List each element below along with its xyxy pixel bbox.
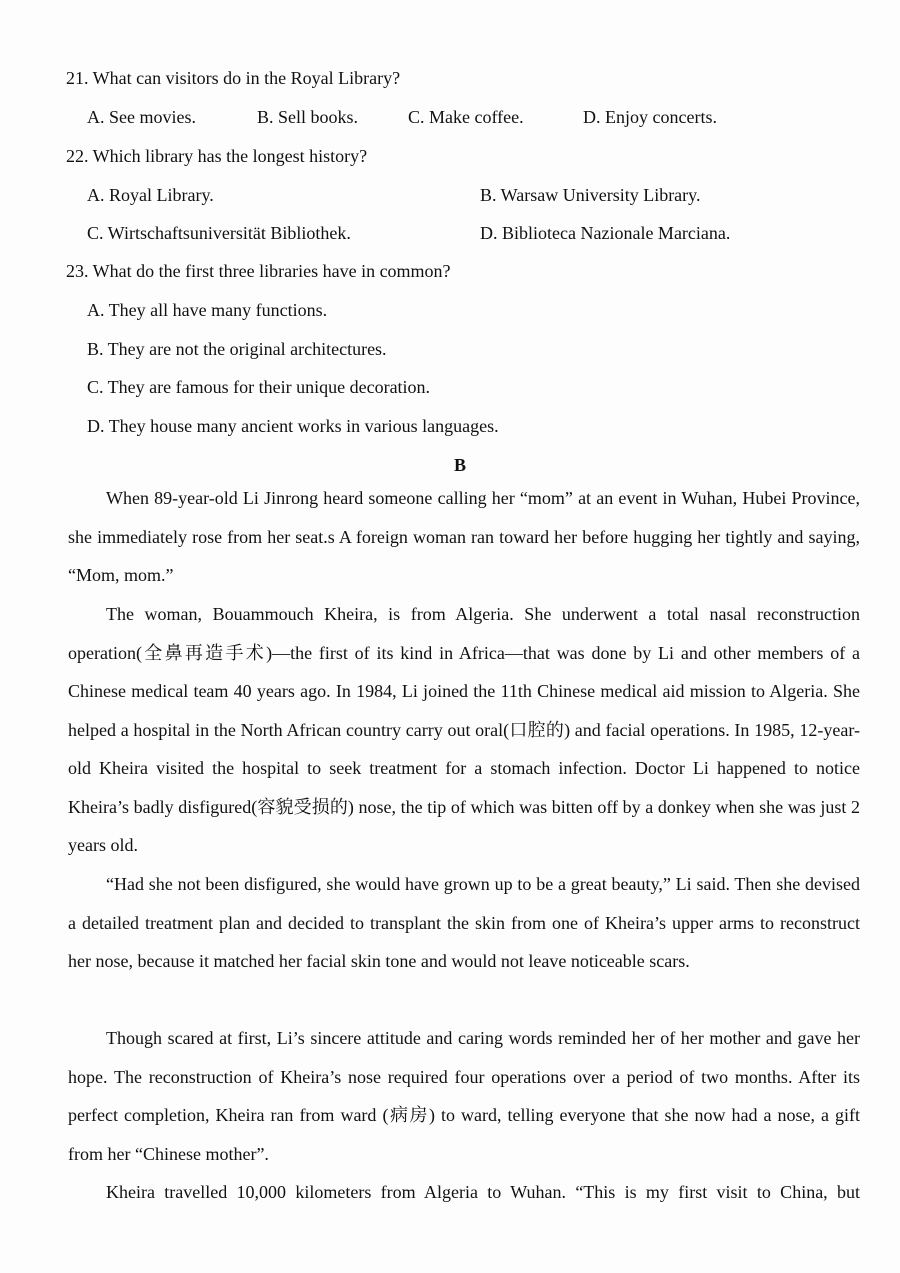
- question-22-option-a: A. Royal Library.: [87, 185, 214, 205]
- question-21-option-d: D. Enjoy concerts.: [583, 107, 717, 127]
- section-b-heading: B: [453, 455, 466, 475]
- passage-paragraph: Though scared at first, Li’s sincere attitude and caring words reminded her of her mother and gave her hope. The reconstruction of Kheira’s nose required four operations over a period of two months. After its perfect completion, Kheira ran from ward (病房) to ward, telling everyone that she now had a nose, a gift from her “Chinese mother”.: [68, 1028, 860, 1164]
- question-21-option-b: B. Sell books.: [257, 107, 359, 127]
- passage-paragraph: “Had she not been disfigured, she would have grown up to be a great beauty,” Li said. Then she devised a detailed treatment plan and decided to transplant the skin from one of Kheira’s upper arms to reconstruct her nose, because it matched her facial skin tone and would not leave noticeable scars.: [68, 874, 860, 971]
- question-21-option-a: A. See movies.: [87, 107, 196, 127]
- question-21-option-c: C. Make coffee.: [408, 107, 524, 127]
- question-23-option-c: C. They are famous for their unique decoration.: [87, 377, 431, 397]
- question-22-option-d: D. Biblioteca Nazionale Marciana.: [480, 223, 731, 243]
- passage-paragraph: The woman, Bouammouch Kheira, is from Algeria. She underwent a total nasal reconstruction operation(全鼻再造手术)—the first of its kind in Africa—that was done by Li and other members of a Chinese medical team 40 years ago. In 1984, Li joined the 11th Chinese medical aid mission to Algeria. She helped a hospital in the North African country carry out oral(口腔的) and facial operations. In 1985, 12-year-old Kheira visited the hospital to seek treatment for a stomach infection. Doctor Li happened to notice Kheira’s badly disfigured(容貌受损的) nose, the tip of which was bitten off by a donkey when she was just 2 years old.: [68, 604, 860, 855]
- question-22-option-c: C. Wirtschaftsuniversität Bibliothek.: [87, 223, 351, 243]
- question-22-stem: 22. Which library has the longest history?: [66, 146, 368, 166]
- passage-paragraph: Kheira travelled 10,000 kilometers from Algeria to Wuhan. “This is my first visit to China, but: [106, 1182, 860, 1202]
- question-23-option-a: A. They all have many functions.: [87, 300, 328, 320]
- question-23-option-b: B. They are not the original architectures.: [87, 339, 387, 359]
- question-22-option-b: B. Warsaw University Library.: [480, 185, 701, 205]
- question-23-option-d: D. They house many ancient works in various languages.: [87, 416, 499, 436]
- question-21-stem: 21. What can visitors do in the Royal Library?: [66, 68, 401, 88]
- passage-paragraph: When 89-year-old Li Jinrong heard someone calling her “mom” at an event in Wuhan, Hubei Province, she immediately rose from her seat.s A foreign woman ran toward her before hugging her tightly and saying, “Mom, mom.”: [68, 488, 860, 585]
- question-23-stem: 23. What do the first three libraries have in common?: [66, 261, 451, 281]
